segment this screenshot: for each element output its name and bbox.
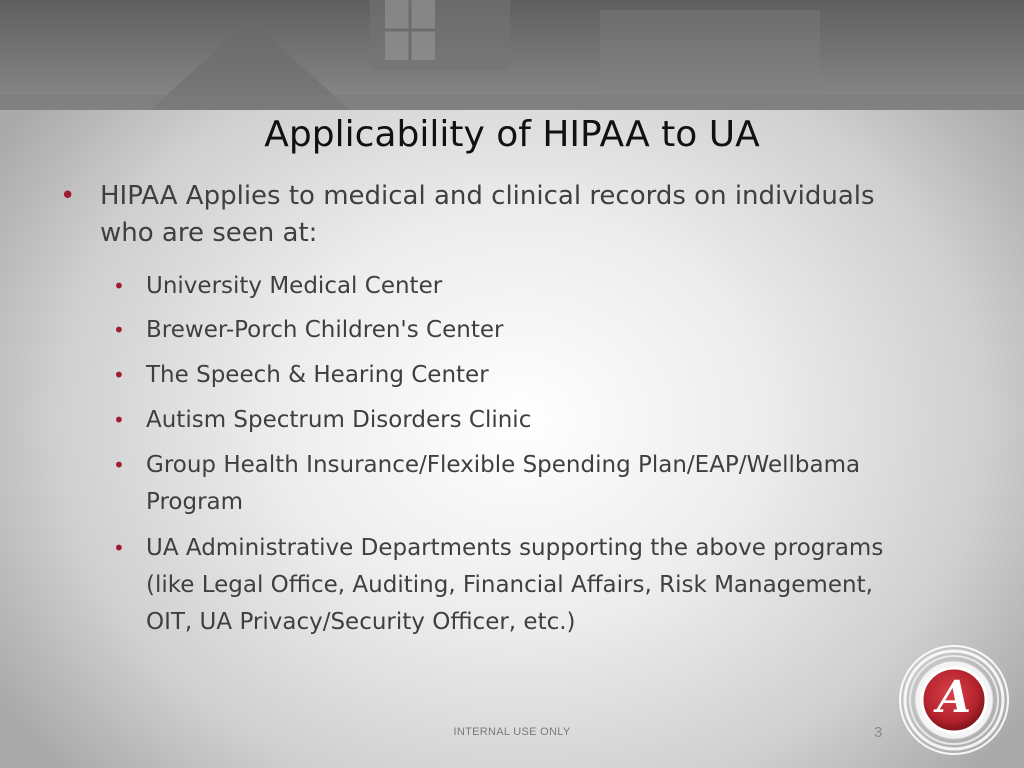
sub-bullet-line: University Medical Center xyxy=(146,273,443,299)
main-bullet-line-2: who are seen at: xyxy=(100,218,318,248)
sub-bullet-line: Program xyxy=(146,489,244,515)
bullet-icon: • xyxy=(113,363,125,387)
sub-bullet-brewer-porch xyxy=(113,312,961,349)
building-photo-icon xyxy=(0,0,1024,110)
sub-bullet-line: Brewer-Porch Children's Center xyxy=(146,317,504,343)
sub-bullet-line: UA Administrative Departments supporting the above programs xyxy=(146,535,884,561)
slide-title: Applicability of HIPAA to UA xyxy=(264,114,760,155)
sub-bullet-group-health xyxy=(113,447,961,521)
sub-bullet-ua-administrative xyxy=(113,530,961,641)
bullet-icon: • xyxy=(113,408,125,432)
sub-bullet-autism-clinic xyxy=(113,402,961,439)
sub-bullet-line: OIT, UA Privacy/Security Officer, etc.) xyxy=(146,609,576,635)
sub-bullet-university-medical-center xyxy=(113,268,961,305)
bullet-icon: • xyxy=(60,181,76,211)
page-number: 3 xyxy=(874,724,883,741)
bullet-icon: • xyxy=(113,536,125,560)
bullet-icon: • xyxy=(113,318,125,342)
footer-internal-use: INTERNAL USE ONLY xyxy=(453,726,571,738)
sub-bullet-line: Group Health Insurance/Flexible Spending Plan/EAP/Wellbama xyxy=(146,452,861,478)
university-seal-icon xyxy=(896,642,1012,758)
seal-letter: A xyxy=(936,672,972,723)
main-bullet xyxy=(60,178,950,252)
bullet-icon: • xyxy=(113,453,125,477)
main-bullet-line-1: HIPAA Applies to medical and clinical records on individuals xyxy=(100,181,875,211)
sub-bullet-speech-hearing xyxy=(113,357,961,394)
sub-bullet-line: (like Legal Office, Auditing, Financial Affairs, Risk Management, xyxy=(146,572,873,598)
header-banner-photo xyxy=(0,0,1024,110)
bullet-icon: • xyxy=(113,274,125,298)
sub-bullet-line: The Speech & Hearing Center xyxy=(146,362,489,388)
sub-bullet-line: Autism Spectrum Disorders Clinic xyxy=(146,407,532,433)
